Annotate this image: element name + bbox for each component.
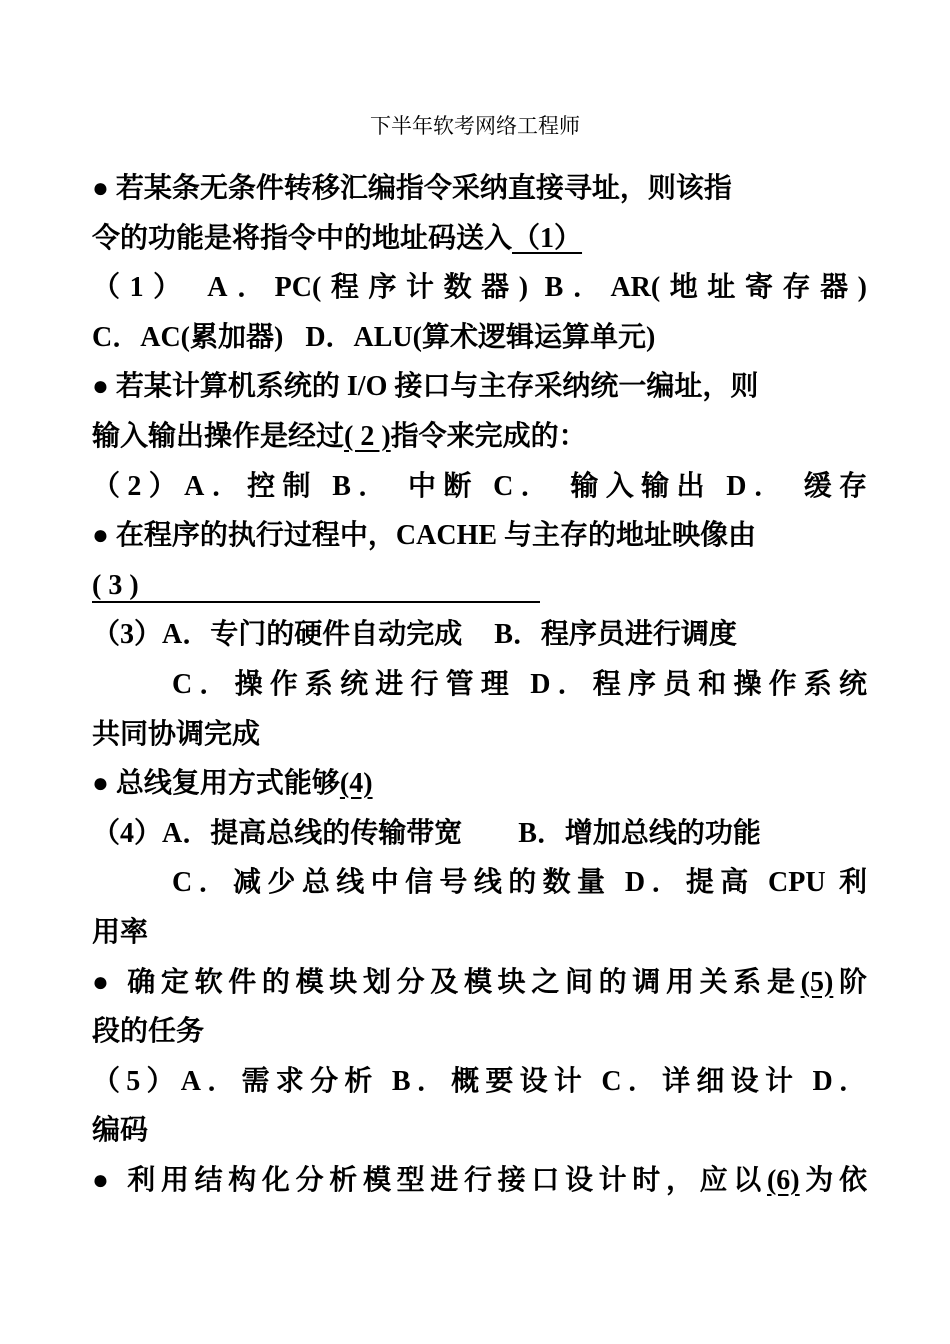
q4-stem-line <box>92 759 867 809</box>
q1-options-line-1 <box>92 263 867 313</box>
q6-blank: (6) <box>766 1164 800 1196</box>
q1-options-line-2 <box>92 313 867 363</box>
q6-stem-pre: ● 利用结构化分析模型进行接口设计时，应以 <box>92 1164 767 1196</box>
q2-option-b: B． 中断 <box>332 470 479 502</box>
q3-option-a: （3）A．专门的硬件自动完成 <box>92 619 463 651</box>
q3-option-d: D．程序员和操作系统 <box>530 668 867 700</box>
q5-stem-line-1 <box>92 958 867 1008</box>
q2-stem-line-1: ● 若某计算机系统的 I/O 接口与主存采纳统一编址，则 <box>92 371 759 403</box>
q5-option-d-continued: 编码 <box>92 1115 149 1147</box>
q1-stem-line-1: ● 若某条无条件转移汇编指令采纳直接寻址，则该指 <box>92 173 732 204</box>
q4-blank: (4) <box>339 768 373 800</box>
q2-options-line <box>92 462 867 512</box>
q3-options-line-1 <box>92 610 867 660</box>
q5-option-b: B．概要设计 <box>391 1065 589 1097</box>
q3-blank: ( 3 ) <box>92 571 540 603</box>
q1-option-d: D．ALU(算术逻辑运算单元) <box>305 321 656 353</box>
q1-option-a: A．PC(程序计数器) <box>207 272 529 304</box>
q6-stem-line-1 <box>92 1156 867 1206</box>
page-header: 下半年软考网络工程师 <box>370 114 580 138</box>
q1-blank: （1） <box>512 222 583 254</box>
q5-options-line <box>92 1057 867 1107</box>
q2-stem-line-2 <box>92 412 867 462</box>
q6-stem-post: 为依 <box>799 1164 867 1196</box>
q4-option-d: D．提高 CPU 利 <box>624 867 867 899</box>
q1-stem-line-2 <box>92 214 867 264</box>
q5-stem-pre: ● 确定软件的模块划分及模块之间的调用关系是 <box>92 966 801 998</box>
q1-option-c: C．AC(累加器) <box>92 321 284 353</box>
q3-stem-line-2 <box>92 561 867 611</box>
q5-option-a: （5）A．需求分析 <box>92 1065 379 1097</box>
q5-stem-line-2: 段的任务 <box>92 1016 205 1048</box>
q4-option-a: （4）A．提高总线的传输带宽 <box>92 817 463 849</box>
q4-stem-text: ● 总线复用方式能够 <box>92 768 340 800</box>
q4-option-d-continued: 用率 <box>92 916 149 948</box>
q2-option-a: （2）A．控制 <box>92 470 318 502</box>
q2-blank: ( 2 ) <box>344 420 391 452</box>
q3-option-b: B．程序员进行调度 <box>494 619 737 651</box>
q3-stem-line-1: ● 在程序的执行过程中，CACHE 与主存的地址映像由 <box>92 520 757 552</box>
q4-options-line-1 <box>92 809 867 859</box>
q1-option-label: （1） <box>92 272 191 304</box>
q2-stem-post: 指令来完成的： <box>390 420 587 452</box>
q4-options-line-2 <box>92 858 867 908</box>
q1-stem-text: 令的功能是将指令中的地址码送入 <box>92 222 513 254</box>
q2-option-c: C． 输入输出 <box>493 470 712 502</box>
document-body <box>92 164 867 1205</box>
q2-stem-pre: 输入输出操作是经过 <box>92 420 345 452</box>
q5-option-c: C．详细设计 <box>601 1065 800 1097</box>
q5-stem-post: 阶 <box>833 966 867 998</box>
q3-option-c: C．操作系统进行管理 <box>172 668 516 700</box>
q3-option-d-continued: 共同协调完成 <box>92 718 261 750</box>
q3-options-line-2 <box>92 660 867 710</box>
q2-option-d: D． 缓存 <box>726 470 867 502</box>
q5-blank: (5) <box>800 966 834 998</box>
q1-option-b: B．AR(地址寄存器) <box>544 272 867 304</box>
q4-option-c: C．减少总线中信号线的数量 <box>172 867 612 899</box>
q4-option-b: B．增加总线的功能 <box>518 817 761 849</box>
q5-option-d: D． <box>812 1065 867 1097</box>
